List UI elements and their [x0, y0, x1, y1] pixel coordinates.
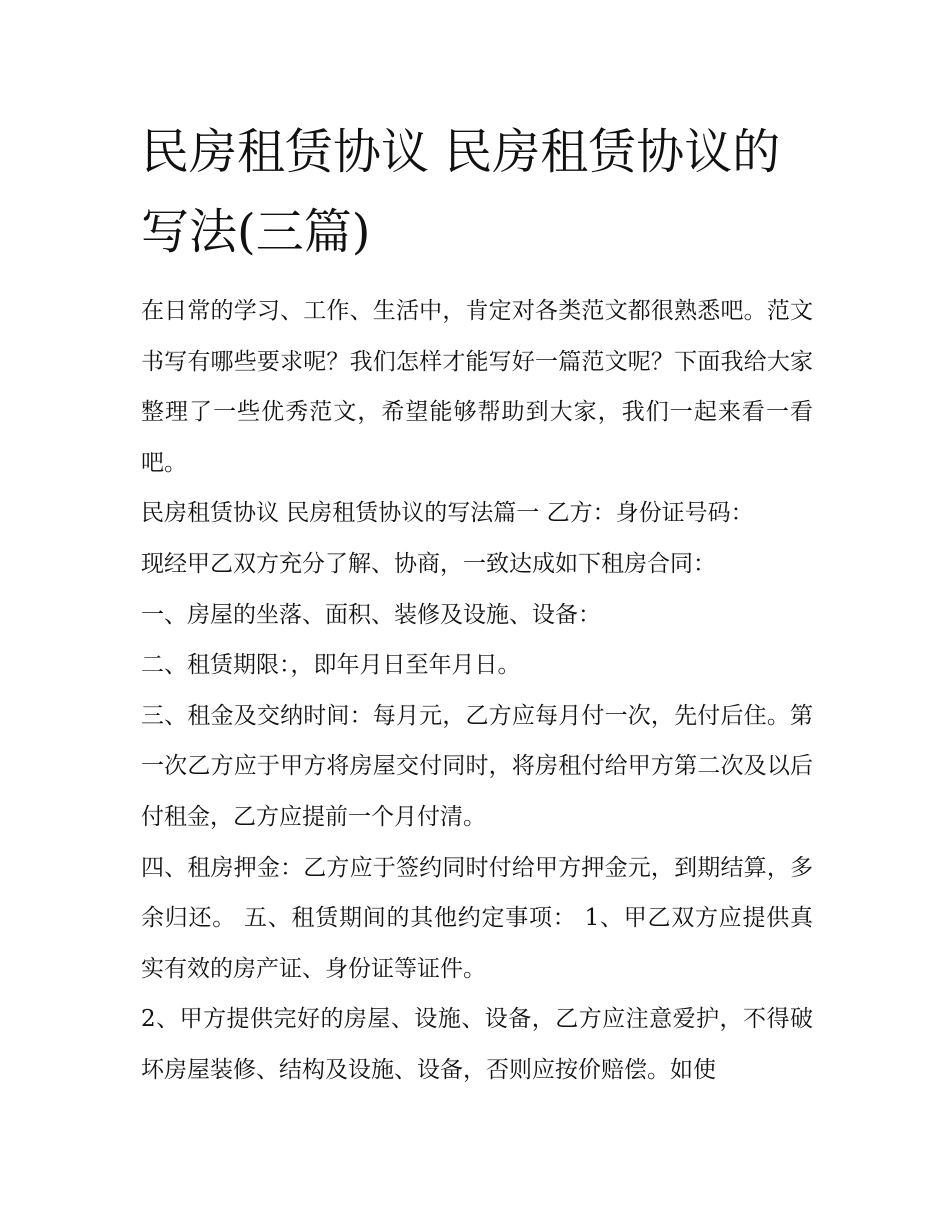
- document-body: [141, 286, 813, 1096]
- document-page: [141, 112, 813, 1096]
- clause-5-item-2: 2、甲方提供完好的房屋、设施、设备，乙方应注意爱护，不得破坏房屋装修、结构及设施、设备，否则应按价赔偿。如使: [141, 1006, 813, 1083]
- paragraph-intro: 在日常的学习、工作、生活中，肯定对各类范文都很熟悉吧。范文书写有哪些要求呢？我们怎样才能写好一篇范文呢？下面我给大家整理了一些优秀范文，希望能够帮助到大家，我们一起来看一看吧。: [141, 298, 813, 476]
- clause-1-property: 一、房屋的坐落、面积、装修及设施、设备：: [141, 601, 601, 628]
- clause-2-term: 二、租赁期限：，即年月日至年月日。: [141, 652, 521, 679]
- clause-4-deposit: 四、租房押金：乙方应于签约同时付给甲方押金元，到期结算，多余归还。 五、租赁期间的其他约定事项： 1、甲乙双方应提供真实有效的房产证、身份证等证件。: [141, 854, 813, 982]
- paragraph-parties: 民房租赁协议 民房租赁协议的写法篇一 乙方：身份证号码：: [141, 500, 754, 527]
- paragraph-agreement: 现经甲乙双方充分了解、协商，一致达成如下租房合同：: [141, 550, 716, 577]
- clause-3-rent: 三、租金及交纳时间：每月元，乙方应每月付一次，先付后住。第一次乙方应于甲方将房屋交付同时，将房租付给甲方第二次及以后付租金，乙方应提前一个月付清。: [141, 702, 813, 830]
- document-title: 民房租赁协议 民房租赁协议的写法(三篇): [141, 124, 781, 260]
